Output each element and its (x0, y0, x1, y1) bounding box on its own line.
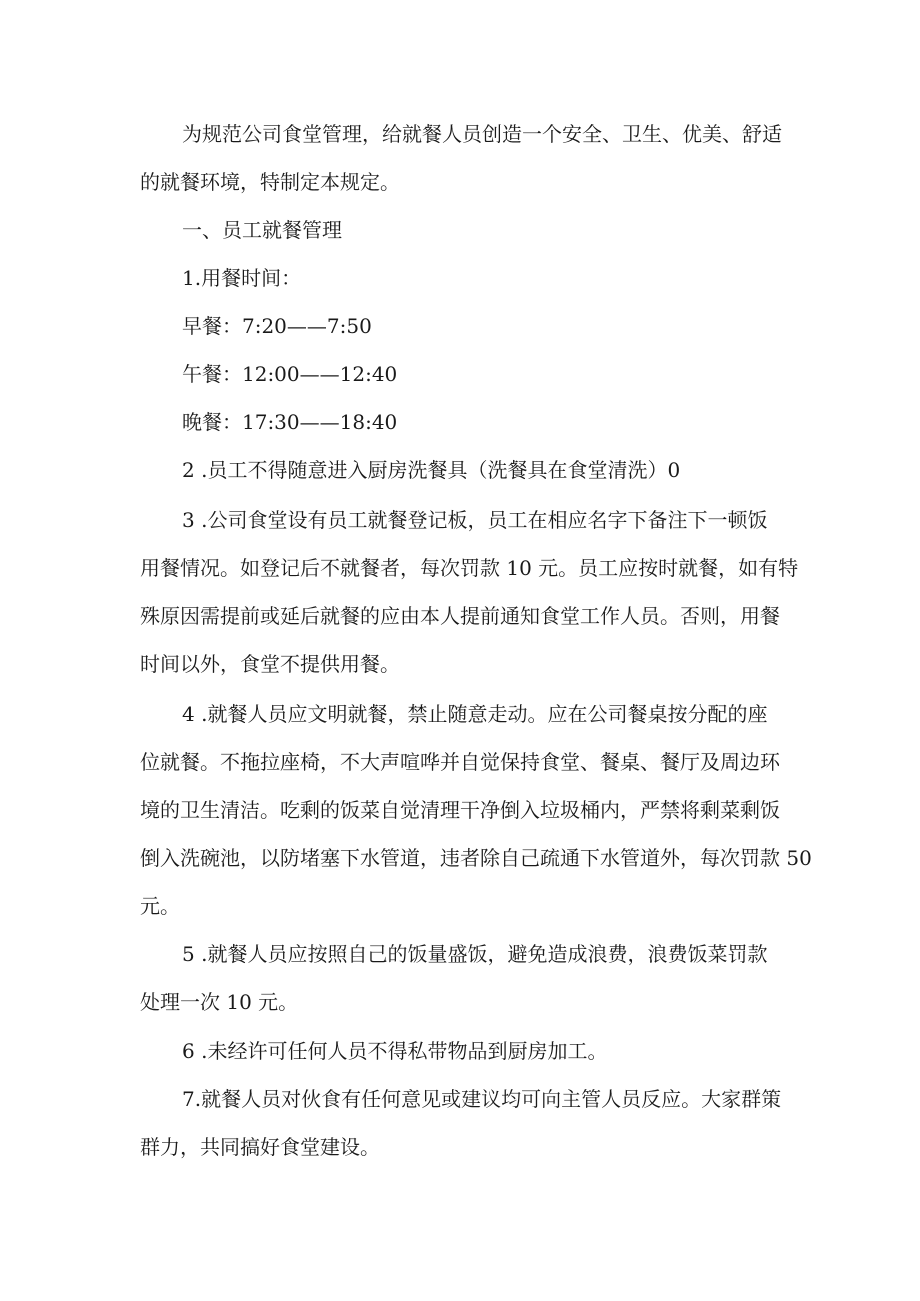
item1-title: 1.用餐时间： (182, 266, 302, 290)
item3-line-2: 用餐情况。如登记后不就餐者，每次罚款 10 元。员工应按时就餐，如有特 (140, 556, 799, 580)
item2-text: 2 .员工不得随意进入厨房洗餐具（洗餐具在食堂清洗）0 (182, 458, 681, 482)
item7-line-1: 7.就餐人员对伙食有任何意见或建议均可向主管人员反应。大家群策 (182, 1087, 782, 1111)
item4-line-1: 4 .就餐人员应文明就餐，禁止随意走动。应在公司餐桌按分配的座 (182, 702, 768, 726)
item4-line-3: 境的卫生清洁。吃剩的饭菜自觉清理干净倒入垃圾桶内，严禁将剩菜剩饭 (140, 798, 780, 822)
breakfast-time: 早餐：7:20——7:50 (182, 314, 372, 338)
item4-line-5: 元。 (140, 894, 180, 918)
intro-line-2: 的就餐环境，特制定本规定。 (140, 170, 400, 194)
lunch-time: 午餐：12:00——12:40 (182, 362, 398, 386)
item3-line-1: 3 .公司食堂设有员工就餐登记板，员工在相应名字下备注下一顿饭 (182, 508, 768, 532)
section-heading: 一、员工就餐管理 (182, 218, 342, 242)
item3-line-4: 时间以外，食堂不提供用餐。 (140, 652, 400, 676)
intro-line-1: 为规范公司食堂管理，给就餐人员创造一个安全、卫生、优美、舒适 (182, 122, 782, 146)
dinner-time: 晚餐：17:30——18:40 (182, 410, 398, 434)
item6-text: 6 .未经许可任何人员不得私带物品到厨房加工。 (182, 1039, 608, 1063)
item3-line-3: 殊原因需提前或延后就餐的应由本人提前通知食堂工作人员。否则，用餐 (140, 604, 780, 628)
item7-line-2: 群力，共同搞好食堂建设。 (140, 1135, 380, 1159)
item4-line-4: 倒入洗碗池，以防堵塞下水管道，违者除自己疏通下水管道外，每次罚款 50 (140, 846, 812, 870)
item5-line-2: 处理一次 10 元。 (140, 990, 299, 1014)
item4-line-2: 位就餐。不拖拉座椅，不大声喧哗并自觉保持食堂、餐桌、餐厅及周边环 (140, 750, 780, 774)
item5-line-1: 5 .就餐人员应按照自己的饭量盛饭，避免造成浪费，浪费饭菜罚款 (182, 942, 768, 966)
